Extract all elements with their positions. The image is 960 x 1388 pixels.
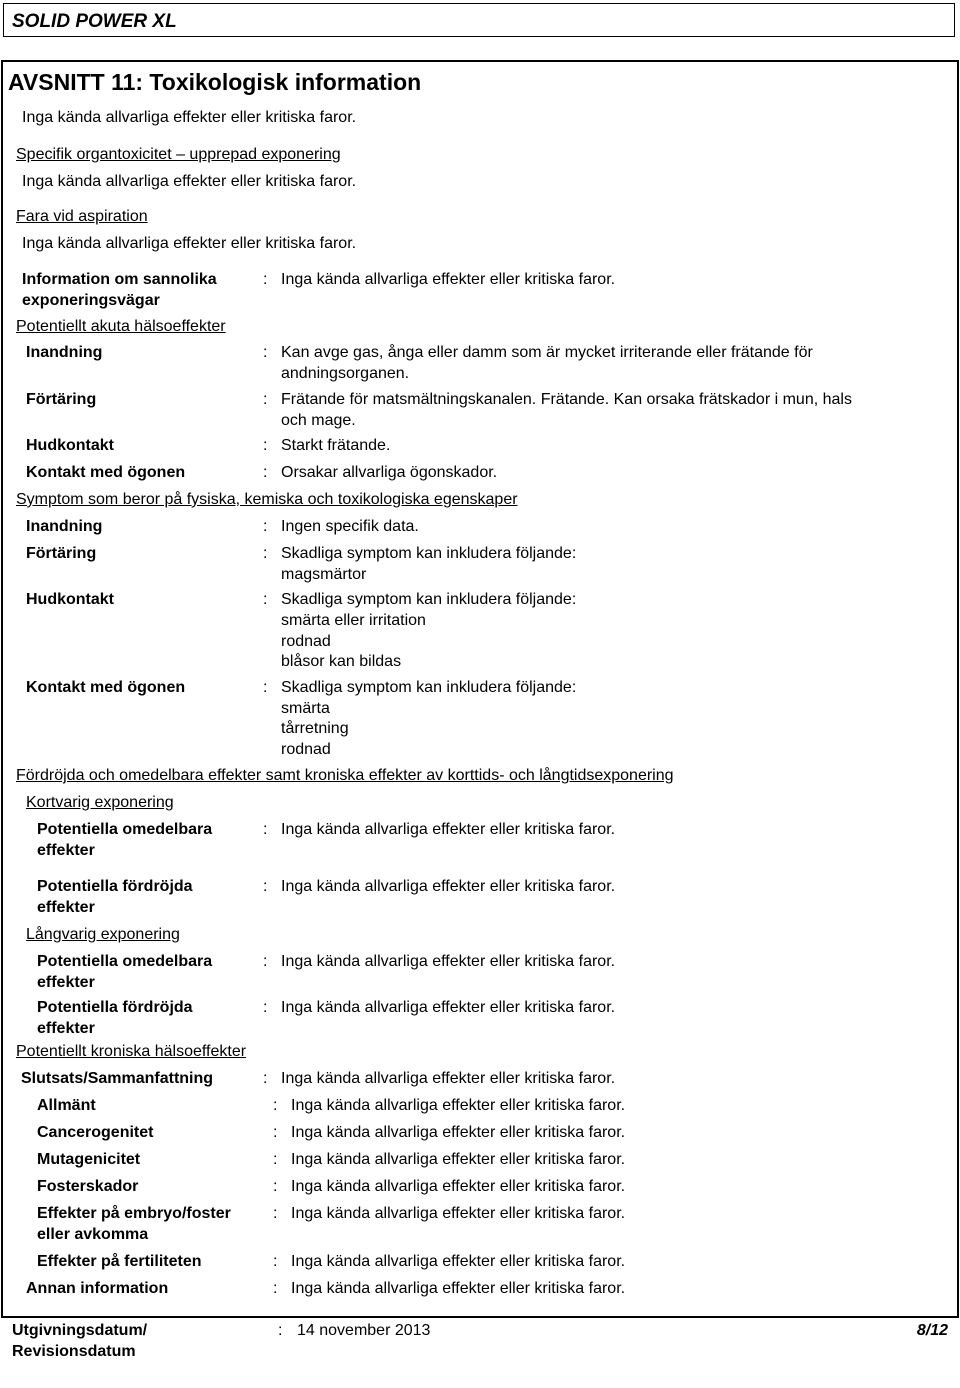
- footer-date-label: Utgivningsdatum/: [12, 1322, 148, 1339]
- symptoms-value-skin-4: blåsor kan bildas: [281, 653, 402, 670]
- acute-label-inhalation: Inandning: [26, 344, 103, 361]
- other-info-value: Inga kända allvarliga effekter eller kritiska faror.: [291, 1280, 626, 1297]
- colon: :: [273, 1205, 278, 1222]
- acute-value-ingestion-2: och mage.: [281, 412, 356, 429]
- long-delayed-value: Inga kända allvarliga effekter eller kritiska faror.: [281, 999, 616, 1016]
- symptoms-value-ingestion: Skadliga symptom kan inkludera följande:: [281, 545, 577, 562]
- colon: :: [273, 1280, 278, 1297]
- colon: :: [263, 271, 268, 288]
- section-title: AVSNITT 11: Toxikologisk information: [8, 69, 422, 95]
- colon: :: [273, 1178, 278, 1195]
- acute-value-eye: Orsakar allvarliga ögonskador.: [281, 464, 498, 481]
- colon: :: [273, 1151, 278, 1168]
- acute-value-inhalation-2: andningsorganen.: [281, 365, 410, 382]
- symptoms-label-eye: Kontakt med ögonen: [26, 679, 186, 696]
- colon: :: [263, 545, 268, 562]
- symptoms-value-ingestion-2: magsmärtor: [281, 566, 367, 583]
- colon: :: [273, 1253, 278, 1270]
- routes-label-2: exponeringsvägar: [22, 292, 160, 309]
- symptoms-label-skin: Hudkontakt: [26, 591, 114, 608]
- acute-label-skin: Hudkontakt: [26, 437, 114, 454]
- footer-date-label-2: Revisionsdatum: [12, 1343, 136, 1360]
- colon: :: [273, 1124, 278, 1141]
- colon: :: [263, 679, 268, 696]
- footer-date-value: 14 november 2013: [297, 1322, 431, 1339]
- intro-text: Inga kända allvarliga effekter eller kritiska faror.: [22, 109, 357, 126]
- colon: :: [263, 1070, 268, 1087]
- symptoms-label-ingestion: Förtäring: [26, 545, 97, 562]
- stot-repeated-heading: Specifik organtoxicitet – upprepad exponering: [16, 146, 341, 163]
- other-info-label: Annan information: [26, 1280, 169, 1297]
- aspiration-heading: Fara vid aspiration: [16, 208, 148, 225]
- colon: :: [263, 953, 268, 970]
- long-delayed-label-2: effekter: [37, 1020, 95, 1037]
- acute-value-skin: Starkt frätande.: [281, 437, 391, 454]
- routes-value: Inga kända allvarliga effekter eller kritiska faror.: [281, 271, 616, 288]
- symptoms-value-skin-2: smärta eller irritation: [281, 612, 426, 629]
- symptoms-value-eye-2: smärta: [281, 700, 330, 717]
- symptoms-value-skin-3: rodnad: [281, 633, 331, 650]
- colon: :: [263, 437, 268, 454]
- long-immediate-label: Potentiella omedelbara: [37, 953, 213, 970]
- symptoms-value-eye-3: tårretning: [281, 720, 349, 737]
- acute-label-eye: Kontakt med ögonen: [26, 464, 186, 481]
- symptoms-value-eye-4: rodnad: [281, 741, 331, 758]
- long-immediate-value: Inga kända allvarliga effekter eller kritiska faror.: [281, 953, 616, 970]
- short-immediate-label: Potentiella omedelbara: [37, 821, 213, 838]
- right-border: [957, 60, 959, 1318]
- symptoms-value-skin: Skadliga symptom kan inkludera följande:: [281, 591, 577, 608]
- chronic-label-general: Allmänt: [37, 1097, 96, 1114]
- product-name: SOLID POWER XL: [12, 11, 177, 32]
- page-number: 8/12: [916, 1322, 948, 1339]
- colon: :: [263, 999, 268, 1016]
- stot-repeated-text: Inga kända allvarliga effekter eller kritiska faror.: [22, 173, 357, 190]
- chronic-value-general: Inga kända allvarliga effekter eller kritiska faror.: [291, 1097, 626, 1114]
- short-delayed-value: Inga kända allvarliga effekter eller kritiska faror.: [281, 878, 616, 895]
- section-top-rule: [1, 60, 959, 62]
- chronic-label-teratogenicity: Fosterskador: [37, 1178, 139, 1195]
- acute-value-ingestion: Frätande för matsmältningskanalen. Frätande. Kan orsaka frätskador i mun, hals: [281, 391, 852, 408]
- colon: :: [278, 1322, 283, 1339]
- short-immediate-value: Inga kända allvarliga effekter eller kritiska faror.: [281, 821, 616, 838]
- acute-value-inhalation: Kan avge gas, ånga eller damm som är mycket irriterande eller frätande för: [281, 344, 813, 361]
- delayed-heading: Fördröjda och omedelbara effekter samt kroniska effekter av korttids- och långtidsexponering: [16, 767, 674, 784]
- document-header: [3, 3, 955, 37]
- colon: :: [263, 344, 268, 361]
- short-delayed-label-2: effekter: [37, 899, 95, 916]
- chronic-value-fertility: Inga kända allvarliga effekter eller kritiska faror.: [291, 1253, 626, 1270]
- colon: :: [263, 878, 268, 895]
- colon: :: [263, 518, 268, 535]
- chronic-label-developmental-2: eller avkomma: [37, 1226, 149, 1243]
- colon: :: [263, 591, 268, 608]
- routes-label: Information om sannolika: [22, 271, 217, 288]
- long-immediate-label-2: effekter: [37, 974, 95, 991]
- chronic-label-developmental: Effekter på embryo/foster: [37, 1205, 231, 1222]
- short-immediate-label-2: effekter: [37, 842, 95, 859]
- chronic-value-developmental: Inga kända allvarliga effekter eller kritiska faror.: [291, 1205, 626, 1222]
- chronic-label-carcinogenicity: Cancerogenitet: [37, 1124, 154, 1141]
- colon: :: [263, 391, 268, 408]
- symptoms-value-eye: Skadliga symptom kan inkludera följande:: [281, 679, 577, 696]
- symptoms-label-inhalation: Inandning: [26, 518, 103, 535]
- chronic-label-fertility: Effekter på fertiliteten: [37, 1253, 202, 1270]
- chronic-label-mutagenicity: Mutagenicitet: [37, 1151, 141, 1168]
- colon: :: [273, 1097, 278, 1114]
- long-term-heading: Långvarig exponering: [26, 926, 180, 943]
- short-term-heading: Kortvarig exponering: [26, 794, 174, 811]
- long-delayed-label: Potentiella fördröjda: [37, 999, 193, 1016]
- acute-label-ingestion: Förtäring: [26, 391, 97, 408]
- chronic-summary-value: Inga kända allvarliga effekter eller kritiska faror.: [281, 1070, 616, 1087]
- colon: :: [263, 464, 268, 481]
- chronic-value-carcinogenicity: Inga kända allvarliga effekter eller kritiska faror.: [291, 1124, 626, 1141]
- symptoms-heading: Symptom som beror på fysiska, kemiska och toxikologiska egenskaper: [16, 491, 518, 508]
- chronic-heading: Potentiellt kroniska hälsoeffekter: [16, 1043, 247, 1060]
- footer-rule: [1, 1316, 959, 1318]
- symptoms-value-inhalation: Ingen specifik data.: [281, 518, 419, 535]
- short-delayed-label: Potentiella fördröjda: [37, 878, 193, 895]
- chronic-value-teratogenicity: Inga kända allvarliga effekter eller kritiska faror.: [291, 1178, 626, 1195]
- left-border: [1, 60, 3, 1318]
- chronic-value-mutagenicity: Inga kända allvarliga effekter eller kritiska faror.: [291, 1151, 626, 1168]
- aspiration-text: Inga kända allvarliga effekter eller kritiska faror.: [22, 235, 357, 252]
- acute-heading: Potentiellt akuta hälsoeffekter: [16, 318, 226, 335]
- colon: :: [263, 821, 268, 838]
- chronic-summary-label: Slutsats/Sammanfattning: [21, 1070, 214, 1087]
